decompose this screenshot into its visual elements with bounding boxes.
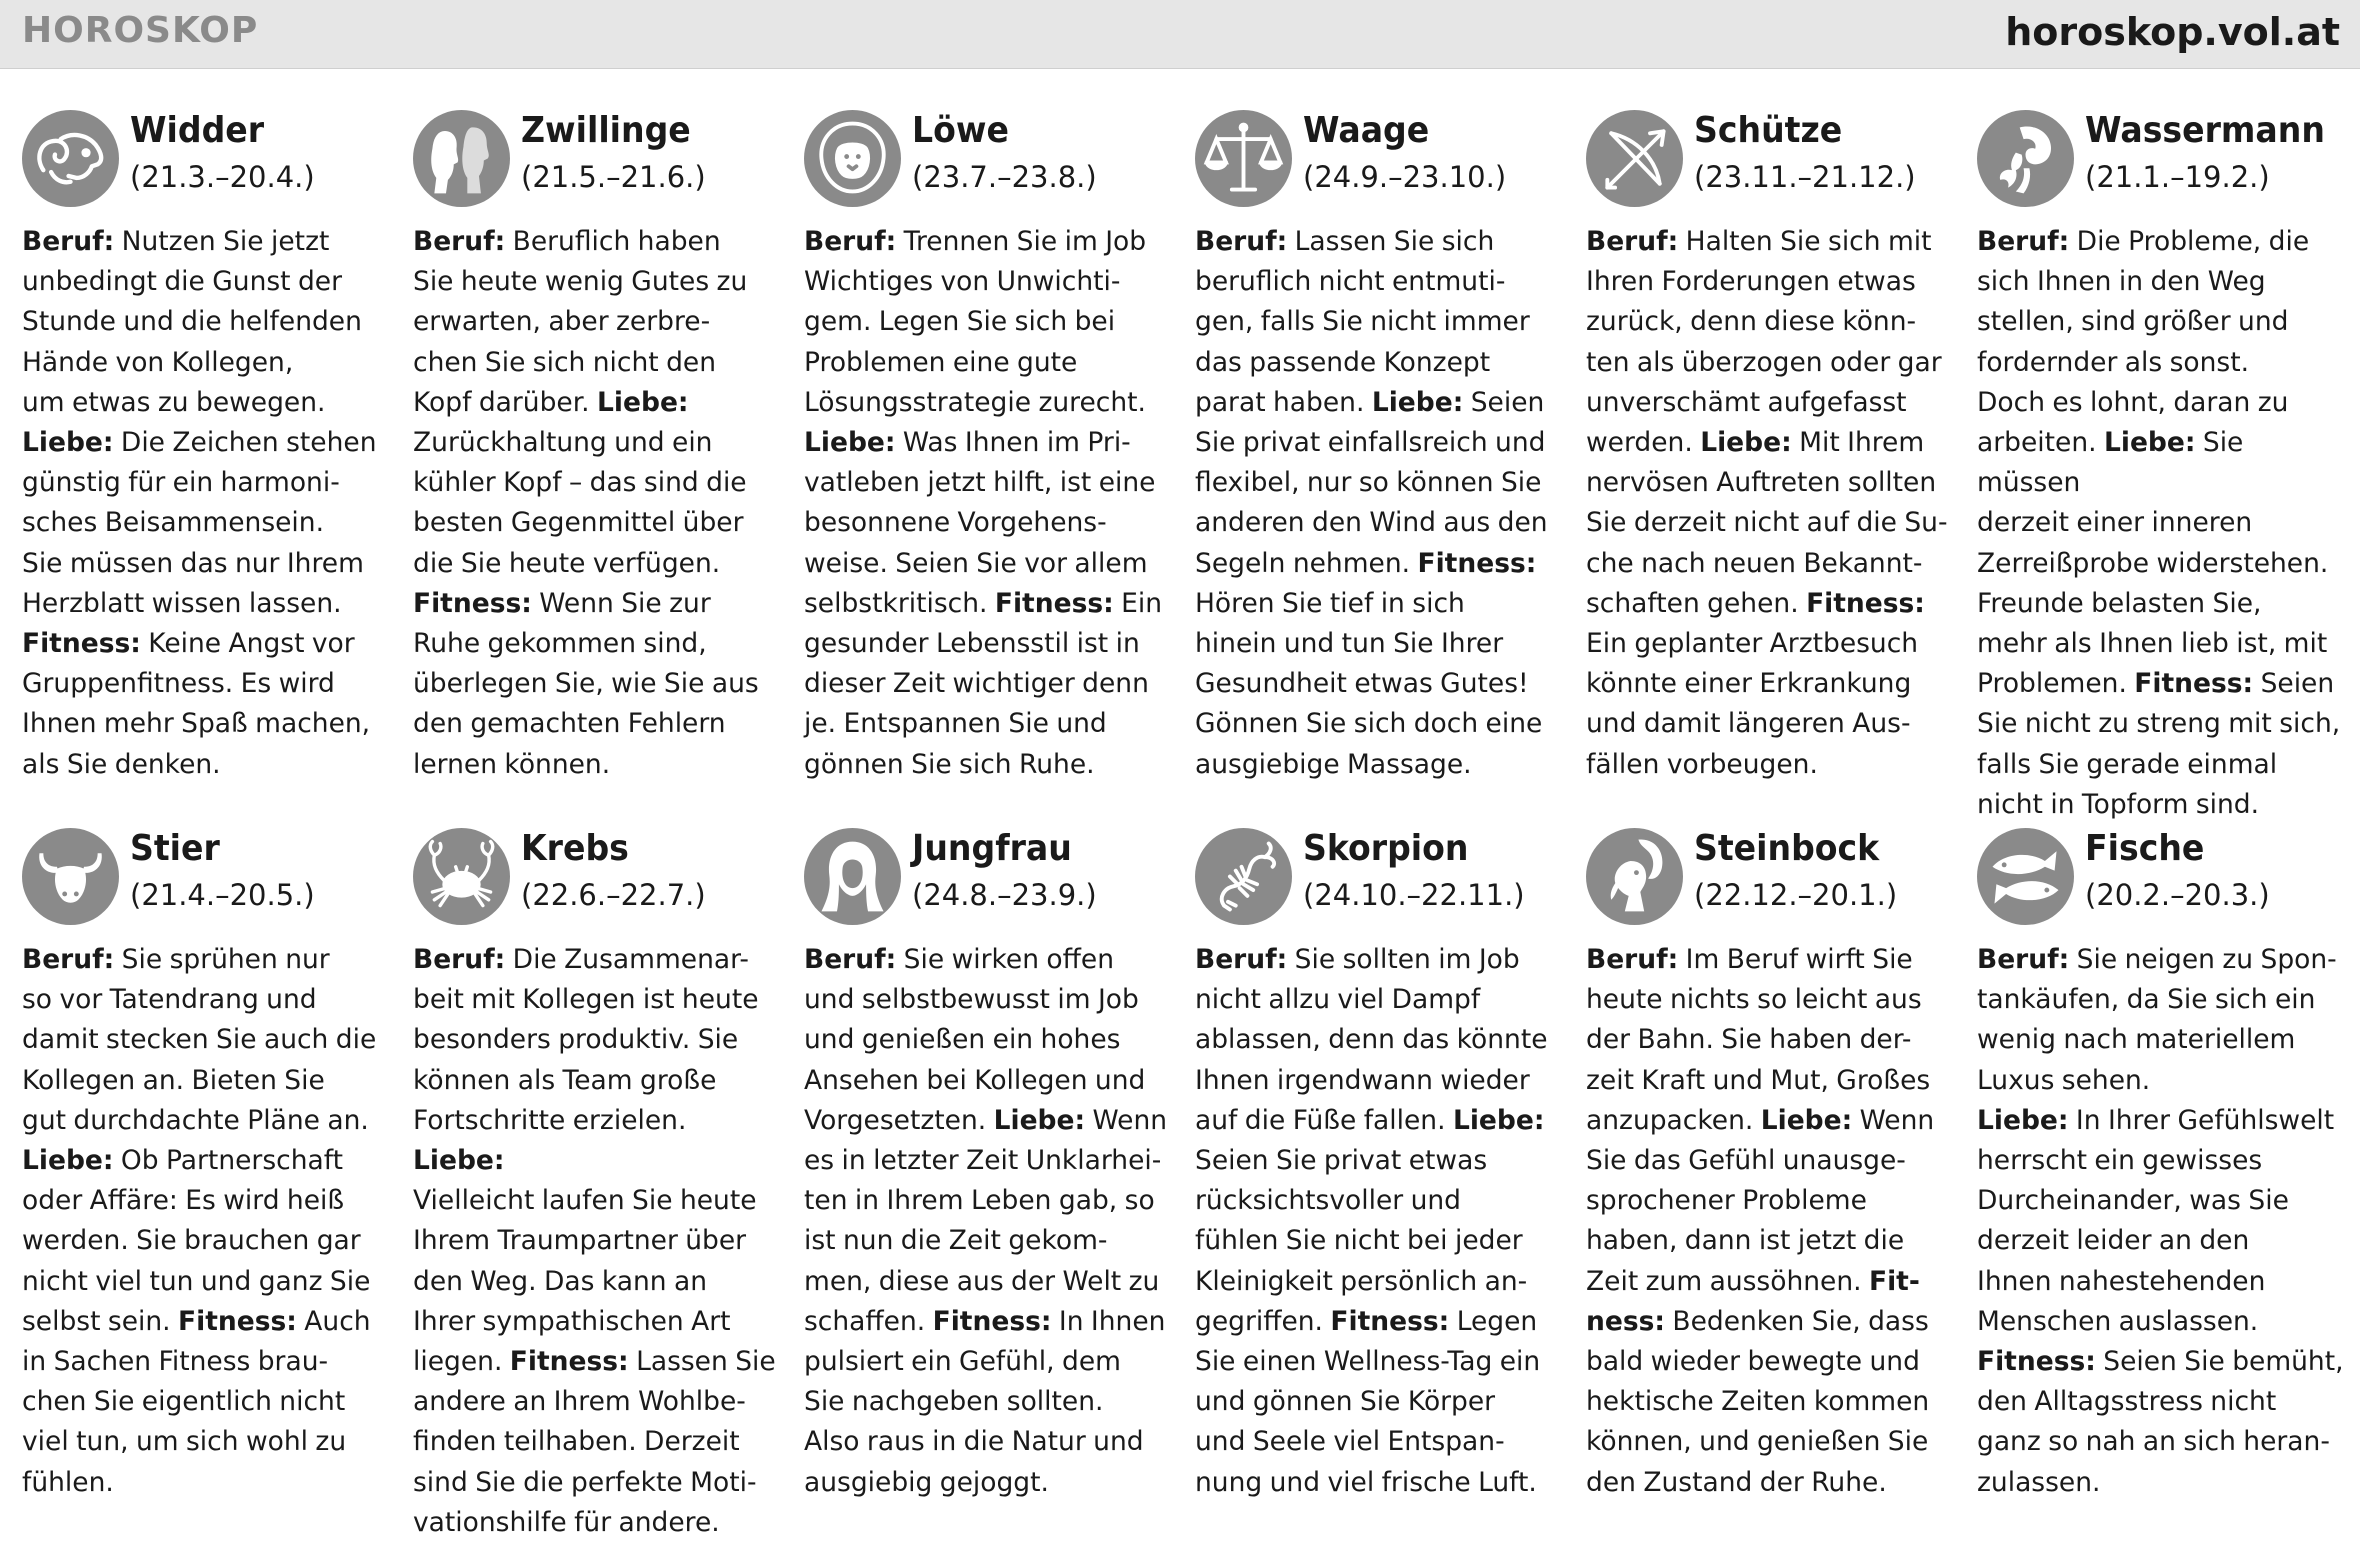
text-line: nicht in Topform sind. (1977, 788, 2260, 820)
sign-name: Zwillinge (521, 110, 691, 151)
sign-jungfrau (804, 824, 1195, 1524)
text-line: sches Beisammensein. (22, 507, 325, 539)
text-line: falls Sie gerade einmal (1977, 748, 2278, 780)
text-line: Sie derzeit nicht auf die Su- (1586, 507, 1948, 539)
section-title: HOROSKOP (22, 10, 259, 51)
sign-text (22, 940, 394, 1503)
text-line: Ihnen mehr Spaß machen, (22, 708, 371, 740)
text-line: unverschämt aufgefasst (1586, 386, 1907, 418)
text-line: Ihren Forderungen etwas (1586, 266, 1916, 298)
sign-text (1977, 222, 2349, 825)
text-line: und Seele viel Entspan- (1195, 1426, 1505, 1458)
text-line: wenig nach materiellem (1977, 1024, 2296, 1056)
text-line: Sie heute wenig Gutes zu (413, 266, 748, 298)
text-line: und genießen ein hohes (804, 1024, 1121, 1056)
sign-loewe (804, 106, 1195, 824)
horoscope-grid (22, 106, 2352, 1538)
text-line: Beruf: Sie neigen zu Spon- (1977, 944, 2337, 975)
text-line: die Sie heute verfügen. (413, 547, 721, 579)
text-line: Hände von Kollegen, (22, 346, 294, 378)
sign-date: (24.8.–23.9.) (912, 878, 1097, 912)
sign-text (804, 940, 1176, 1503)
text-line: werden. Sie brauchen gar (22, 1225, 361, 1257)
text-line: Sie nicht zu streng mit sich, (1977, 708, 2341, 740)
text-line: anzupacken. Liebe: Wenn (1586, 1104, 1935, 1136)
text-line: Beruf: Im Beruf wirft Sie (1586, 944, 1913, 975)
sign-date: (21.5.–21.6.) (521, 160, 706, 194)
text-line: dieser Zeit wichtiger denn (804, 668, 1149, 700)
text-line: in Sachen Fitness brau- (22, 1346, 329, 1378)
text-line: ganz so nah an sich heran- (1977, 1426, 2330, 1458)
text-line: nervösen Auftreten sollten (1586, 467, 1937, 499)
text-line: chen Sie eigentlich nicht (22, 1386, 346, 1418)
text-line: den Weg. Das kann an (413, 1265, 708, 1297)
text-line: besonnene Vorgehens- (804, 507, 1107, 539)
text-line: Luxus sehen. (1977, 1064, 2151, 1096)
text-line: der Bahn. Sie haben der- (1586, 1024, 1912, 1056)
text-line: weise. Seien Sie vor allem (804, 547, 1148, 579)
text-line: Gesundheit etwas Gutes! (1195, 668, 1529, 700)
text-line: chen Sie sich nicht den (413, 346, 717, 378)
text-line: Gönnen Sie sich doch eine (1195, 708, 1543, 740)
text-line: Lösungsstrategie zurecht. (804, 386, 1146, 418)
text-line: derzeit einer inneren (1977, 507, 2253, 539)
page-header (0, 0, 2360, 69)
text-line: stellen, sind größer und (1977, 306, 2289, 338)
text-line: ness: Bedenken Sie, dass (1586, 1305, 1929, 1337)
sign-schuetze (1586, 106, 1977, 824)
sign-name: Wassermann (2085, 110, 2325, 151)
pisces-fish-icon (1977, 828, 2074, 925)
sign-date: (24.9.–23.10.) (1303, 160, 1507, 194)
sign-date: (21.1.–19.2.) (2085, 160, 2270, 194)
text-line: schaften gehen. Fitness: (1586, 587, 1925, 619)
text-line: selbstkritisch. Fitness: Ein (804, 587, 1163, 619)
text-line: tankäufen, da Sie sich ein (1977, 984, 2316, 1016)
text-line: können als Team große (413, 1064, 717, 1096)
text-line: haben, dann ist jetzt die (1586, 1225, 1905, 1257)
text-line: Vorgesetzten. Liebe: Wenn (804, 1104, 1168, 1136)
sign-name: Steinbock (1694, 828, 1880, 869)
sign-text (413, 940, 785, 1543)
text-line: Also raus in die Natur und (804, 1426, 1144, 1458)
text-line: Zurückhaltung und ein (413, 427, 713, 459)
text-line: bald wieder bewegte und (1586, 1346, 1920, 1378)
sign-krebs (413, 824, 804, 1538)
text-line: so vor Tatendrang und (22, 984, 317, 1016)
text-line: Sie privat einfallsreich und (1195, 427, 1546, 459)
text-line: um etwas zu bewegen. (22, 386, 326, 418)
gemini-twins-icon (413, 110, 510, 207)
sign-text (1977, 940, 2349, 1503)
text-line: Freunde belasten Sie, (1977, 587, 2262, 619)
text-line: fühlen Sie nicht bei jeder (1195, 1225, 1523, 1257)
text-line: ten als überzogen oder gar (1586, 346, 1942, 378)
sign-date: (20.2.–20.3.) (2085, 878, 2270, 912)
text-line: nicht viel tun und ganz Sie (22, 1265, 371, 1297)
text-line: Beruf: Halten Sie sich mit (1586, 226, 1932, 257)
text-line: fällen vorbeugen. (1586, 748, 1818, 780)
text-line: ist nun die Zeit gekom- (804, 1225, 1108, 1257)
text-line: Sie nachgeben sollten. (804, 1386, 1104, 1418)
taurus-bull-icon (22, 828, 119, 925)
text-line: fühlen. (22, 1466, 114, 1498)
text-line: vatleben jetzt hilft, ist eine (804, 467, 1156, 499)
text-line: werden. Liebe: Mit Ihrem (1586, 427, 1925, 459)
sign-name: Fische (2085, 828, 2205, 869)
sign-name: Stier (130, 828, 220, 869)
sign-name: Widder (130, 110, 265, 151)
text-line: Herzblatt wissen lassen. (22, 587, 342, 619)
sign-date: (22.6.–22.7.) (521, 878, 706, 912)
text-line: Kopf darüber. Liebe: (413, 386, 689, 418)
text-line: Beruf: Die Probleme, die (1977, 226, 2310, 257)
text-line: Stunde und die helfenden (22, 306, 362, 338)
text-line: unbedingt die Gunst der (22, 266, 343, 298)
text-line: Beruf: Beruflich haben (413, 226, 721, 257)
sign-skorpion (1195, 824, 1586, 1524)
text-line: gönnen Sie sich Ruhe. (804, 748, 1095, 780)
sign-name: Löwe (912, 110, 1009, 151)
text-line: das passende Konzept (1195, 346, 1491, 378)
text-line: anderen den Wind aus den (1195, 507, 1548, 539)
text-line: zurück, denn diese könn- (1586, 306, 1917, 338)
text-line: als Sie denken. (22, 748, 221, 780)
sign-name: Skorpion (1303, 828, 1469, 869)
sign-zwillinge (413, 106, 804, 824)
text-line: pulsiert ein Gefühl, dem (804, 1346, 1121, 1378)
sign-fische (1977, 824, 2360, 1524)
text-line: Ansehen bei Kollegen und (804, 1064, 1146, 1096)
sign-date: (24.10.–22.11.) (1303, 878, 1525, 912)
text-line: und selbstbewusst im Job (804, 984, 1139, 1016)
text-line: Wichtiges von Unwichti- (804, 266, 1121, 298)
sign-name: Schütze (1694, 110, 1843, 151)
text-line: je. Entspannen Sie und (804, 708, 1107, 740)
text-line: Ein geplanter Arztbesuch (1586, 628, 1919, 660)
text-line: günstig für ein harmoni- (22, 467, 340, 499)
text-line: Gruppenfitness. Es wird (22, 668, 335, 700)
text-line: parat haben. Liebe: Seien (1195, 386, 1545, 418)
text-line: ausgiebige Massage. (1195, 748, 1472, 780)
text-line: zulassen. (1977, 1466, 2101, 1498)
sign-name: Waage (1303, 110, 1430, 151)
text-line: Kollegen an. Bieten Sie (22, 1064, 325, 1096)
text-line: Sie das Gefühl unausge- (1586, 1145, 1906, 1177)
sign-text (22, 222, 394, 785)
text-line: andere an Ihrem Wohlbe- (413, 1386, 746, 1418)
text-line: zeit Kraft und Mut, Großes (1586, 1064, 1931, 1096)
text-line: Fitness: Seien Sie bemüht, (1977, 1346, 2344, 1378)
aries-ram-icon (22, 110, 119, 207)
sign-text (1195, 940, 1567, 1503)
text-line: erwarten, aber zerbre- (413, 306, 711, 338)
sign-text (1586, 940, 1958, 1503)
sign-date: (23.7.–23.8.) (912, 160, 1097, 194)
text-line: Seien Sie privat etwas (1195, 1145, 1488, 1177)
text-line: derzeit leider an den (1977, 1225, 2250, 1257)
sign-name: Jungfrau (912, 828, 1072, 869)
text-line: sind Sie die perfekte Moti- (413, 1466, 757, 1498)
cancer-crab-icon (413, 828, 510, 925)
text-line: Vielleicht laufen Sie heute (413, 1185, 757, 1217)
sign-steinbock (1586, 824, 1977, 1524)
text-line: Beruf: Die Zusammenar- (413, 944, 749, 975)
text-line: che nach neuen Bekannt- (1586, 547, 1923, 579)
aquarius-water-bearer-icon (1977, 110, 2074, 207)
text-line: Liebe: Ob Partnerschaft (22, 1145, 343, 1177)
text-line: arbeiten. Liebe: Sie müssen (1977, 427, 2244, 499)
text-line: herrscht ein gewisses (1977, 1145, 2263, 1177)
text-line: Beruf: Sie wirken offen (804, 944, 1114, 975)
text-line: viel tun, um sich wohl zu (22, 1426, 347, 1458)
text-line: damit stecken Sie auch die (22, 1024, 377, 1056)
text-line: Durcheinander, was Sie (1977, 1185, 2289, 1217)
libra-scales-icon (1195, 110, 1292, 207)
sagittarius-bow-icon (1586, 110, 1683, 207)
text-line: auf die Füße fallen. Liebe: (1195, 1104, 1545, 1136)
text-line: Beruf: Sie sprühen nur (22, 944, 330, 975)
text-line: Hören Sie tief in sich (1195, 587, 1465, 619)
text-line: flexibel, nur so können Sie (1195, 467, 1542, 499)
text-line: finden teilhaben. Derzeit (413, 1426, 740, 1458)
text-line: Beruf: Nutzen Sie jetzt (22, 226, 330, 257)
text-line: Sie müssen das nur Ihrem (22, 547, 364, 579)
text-line: hinein und tun Sie Ihrer (1195, 628, 1504, 660)
text-line: Segeln nehmen. Fitness: (1195, 547, 1537, 579)
sign-date: (21.3.–20.4.) (130, 160, 315, 194)
text-line: überlegen Sie, wie Sie aus (413, 668, 759, 700)
text-line: men, diese aus der Welt zu (804, 1265, 1160, 1297)
text-line: besonders produktiv. Sie (413, 1024, 739, 1056)
text-line: Kleinigkeit persönlich an- (1195, 1265, 1528, 1297)
text-line: beruflich nicht entmuti- (1195, 266, 1506, 298)
text-line: Zerreißprobe widerstehen. (1977, 547, 2329, 579)
text-line: heute nichts so leicht aus (1586, 984, 1922, 1016)
text-line: nung und viel frische Luft. (1195, 1466, 1537, 1498)
sign-waage (1195, 106, 1586, 824)
text-line: Ihrem Traumpartner über (413, 1225, 747, 1257)
sign-text (1195, 222, 1567, 785)
text-line: hektische Zeiten kommen (1586, 1386, 1930, 1418)
text-line: Fitness: Keine Angst vor (22, 628, 355, 660)
text-line: rücksichtsvoller und (1195, 1185, 1461, 1217)
text-line: und damit längeren Aus- (1586, 708, 1911, 740)
text-line: ten in Ihrem Leben gab, so (804, 1185, 1155, 1217)
text-line: lernen können. (413, 748, 611, 780)
text-line: Problemen. Fitness: Seien (1977, 668, 2335, 700)
text-line: Fortschritte erzielen. Liebe: (413, 1104, 687, 1177)
text-line: Problemen eine gute (804, 346, 1078, 378)
text-line: Zeit zum aussöhnen. Fit- (1586, 1265, 1920, 1297)
text-line: Beruf: Lassen Sie sich (1195, 226, 1495, 257)
sign-widder (22, 106, 413, 824)
text-line: den Zustand der Ruhe. (1586, 1466, 1887, 1498)
sign-date: (22.12.–20.1.) (1694, 878, 1898, 912)
text-line: gegriffen. Fitness: Legen (1195, 1305, 1538, 1337)
text-line: Liebe: Was Ihnen im Pri- (804, 427, 1131, 459)
sign-name: Krebs (521, 828, 629, 869)
sign-text (804, 222, 1176, 785)
text-line: Ruhe gekommen sind, (413, 628, 707, 660)
text-line: besten Gegenmittel über (413, 507, 744, 539)
text-line: könnte einer Erkrankung (1586, 668, 1912, 700)
text-line: fordernder als sonst. (1977, 346, 2250, 378)
text-line: Liebe: In Ihrer Gefühlswelt (1977, 1104, 2335, 1136)
website-url[interactable]: horoskop.vol.at (2005, 10, 2340, 54)
text-line: sich Ihnen in den Weg (1977, 266, 2266, 298)
text-line: gut durchdachte Pläne an. (22, 1104, 369, 1136)
sign-date: (21.4.–20.5.) (130, 878, 315, 912)
text-line: Menschen auslassen. (1977, 1305, 2259, 1337)
text-line: oder Affäre: Es wird heiß (22, 1185, 345, 1217)
capricorn-ibex-icon (1586, 828, 1683, 925)
text-line: Ihrer sympathischen Art (413, 1305, 731, 1337)
text-line: ablassen, denn das könnte (1195, 1024, 1548, 1056)
text-line: Beruf: Sie sollten im Job (1195, 944, 1520, 975)
text-line: gesunder Lebensstil ist in (804, 628, 1140, 660)
text-line: Liebe: Die Zeichen stehen (22, 427, 377, 459)
text-line: Fitness: Wenn Sie zur (413, 587, 711, 619)
text-line: vationshilfe für andere. (413, 1506, 720, 1538)
text-line: ausgiebig gejoggt. (804, 1466, 1049, 1498)
text-line: schaffen. Fitness: In Ihnen (804, 1305, 1166, 1337)
text-line: Ihnen nahestehenden (1977, 1265, 2266, 1297)
sign-stier (22, 824, 413, 1524)
text-line: es in letzter Zeit Unklarhei- (804, 1145, 1162, 1177)
text-line: sprochener Probleme (1586, 1185, 1867, 1217)
text-line: Beruf: Trennen Sie im Job (804, 226, 1147, 257)
text-line: gem. Legen Sie sich bei (804, 306, 1116, 338)
text-line: den Alltagsstress nicht (1977, 1386, 2277, 1418)
text-line: Sie einen Wellness-Tag ein (1195, 1346, 1541, 1378)
sign-wassermann (1977, 106, 2360, 824)
text-line: gen, falls Sie nicht immer (1195, 306, 1530, 338)
sign-date: (23.11.–21.12.) (1694, 160, 1916, 194)
text-line: kühler Kopf – das sind die (413, 467, 747, 499)
text-line: Ihnen irgendwann wieder (1195, 1064, 1530, 1096)
text-line: und gönnen Sie Körper (1195, 1386, 1496, 1418)
text-line: selbst sein. Fitness: Auch (22, 1305, 371, 1337)
text-line: nicht allzu viel Dampf (1195, 984, 1481, 1016)
text-line: liegen. Fitness: Lassen Sie (413, 1346, 776, 1378)
virgo-maiden-icon (804, 828, 901, 925)
sign-text (413, 222, 785, 785)
leo-lion-icon (804, 110, 901, 207)
scorpio-scorpion-icon (1195, 828, 1292, 925)
text-line: den gemachten Fehlern (413, 708, 726, 740)
text-line: Doch es lohnt, daran zu (1977, 386, 2289, 418)
text-line: mehr als Ihnen lieb ist, mit (1977, 628, 2328, 660)
text-line: beit mit Kollegen ist heute (413, 984, 759, 1016)
text-line: können, und genießen Sie (1586, 1426, 1929, 1458)
sign-text (1586, 222, 1958, 785)
